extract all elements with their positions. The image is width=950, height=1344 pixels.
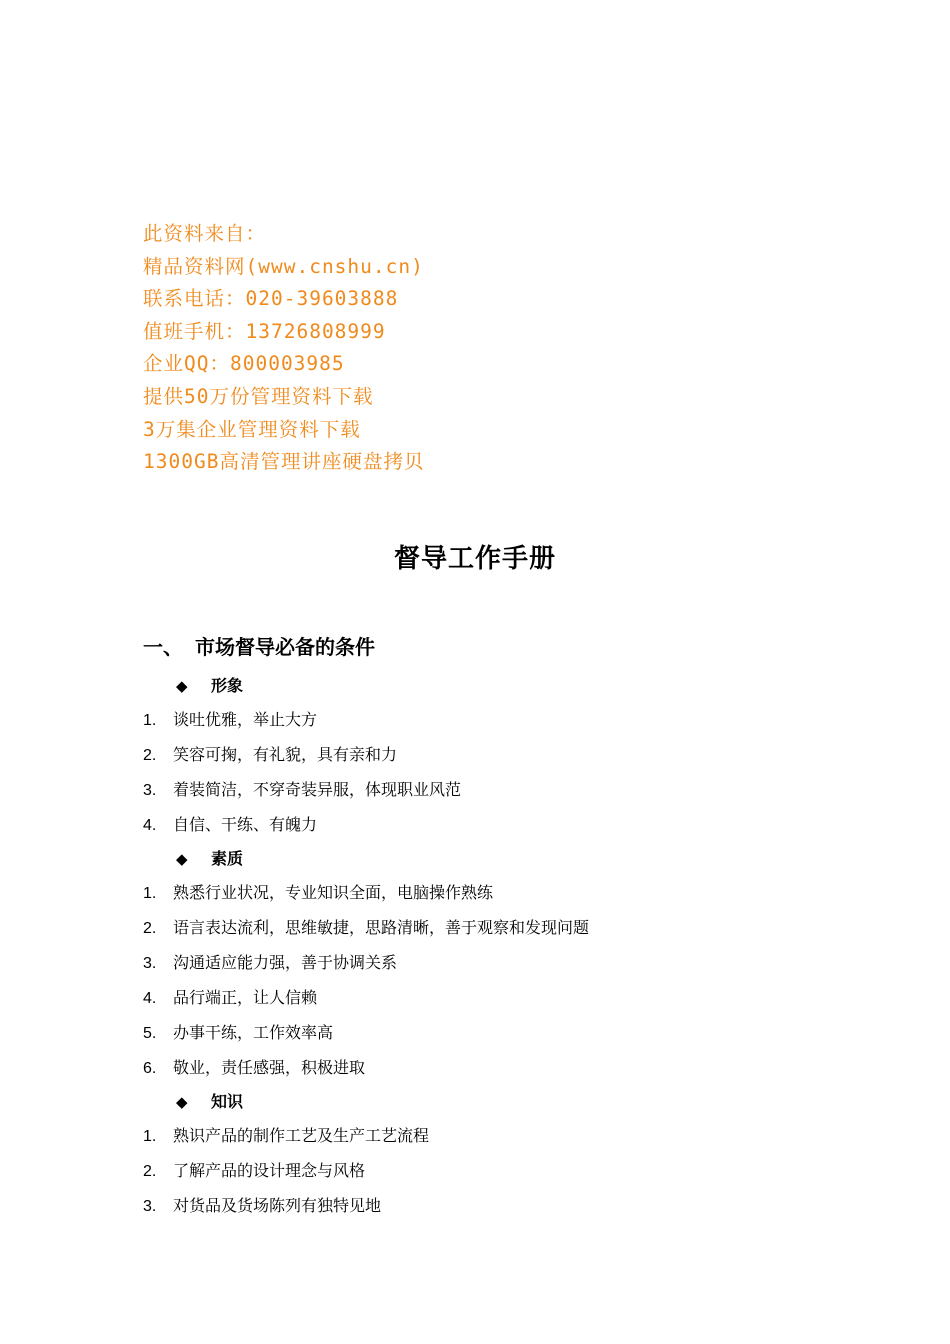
list-item xyxy=(143,910,863,945)
diamond-bullet-icon: ◆ xyxy=(176,677,188,695)
source-info-block xyxy=(143,218,643,479)
source-line-qq: 企业QQ：800003985 xyxy=(143,352,345,376)
list-item-number: 4. xyxy=(143,817,157,834)
list-item-text: 自信、干练、有魄力 xyxy=(173,815,318,834)
source-line-offer-1: 提供50万份管理资料下载 xyxy=(143,384,374,408)
list-item xyxy=(143,945,863,980)
list-item-text: 着装简洁，不穿奇装异服，体现职业风范 xyxy=(173,780,462,799)
group-heading-label: 知识 xyxy=(211,1092,244,1111)
list-item-number: 6. xyxy=(143,1060,157,1077)
list-item xyxy=(143,875,863,910)
list-item-number: 5. xyxy=(143,1025,157,1042)
list-item-text: 语言表达流利，思维敏捷，思路清晰，善于观察和发现问题 xyxy=(173,918,590,937)
document-body xyxy=(143,669,863,1223)
list-item xyxy=(143,1015,863,1050)
list-item-number: 2. xyxy=(143,1163,157,1180)
list-item xyxy=(143,1153,863,1188)
list-item-number: 3. xyxy=(143,1198,157,1215)
list-item-number: 1. xyxy=(143,885,157,902)
list-item xyxy=(143,807,863,842)
list-item-text: 笑容可掬，有礼貌，具有亲和力 xyxy=(173,745,398,764)
source-line-offer-2: 3万集企业管理资料下载 xyxy=(143,417,361,441)
source-line-offer-3: 1300GB高清管理讲座硬盘拷贝 xyxy=(143,450,425,474)
list-item-text: 了解产品的设计理念与风格 xyxy=(173,1161,366,1180)
list-item-number: 2. xyxy=(143,747,157,764)
list-item-number: 3. xyxy=(143,782,157,799)
group-heading-knowledge xyxy=(143,1085,863,1118)
list-item-text: 熟识产品的制作工艺及生产工艺流程 xyxy=(173,1126,430,1145)
list-item-text: 对货品及货场陈列有独特见地 xyxy=(173,1196,382,1215)
diamond-bullet-icon: ◆ xyxy=(176,1093,188,1111)
source-line-website: 精品资料网(www.cnshu.cn) xyxy=(143,254,424,278)
list-item xyxy=(143,1118,863,1153)
list-item xyxy=(143,737,863,772)
section-heading xyxy=(143,632,375,662)
list-item xyxy=(143,1188,863,1223)
list-item xyxy=(143,702,863,737)
list-item-number: 1. xyxy=(143,712,157,729)
list-item-number: 4. xyxy=(143,990,157,1007)
list-item xyxy=(143,1050,863,1085)
list-item-number: 2. xyxy=(143,920,157,937)
list-item xyxy=(143,980,863,1015)
list-item-text: 品行端正，让人信赖 xyxy=(173,988,318,1007)
section-number: 一、 xyxy=(143,635,183,659)
list-item-text: 沟通适应能力强，善于协调关系 xyxy=(173,953,398,972)
list-item-text: 敬业，责任感强，积极进取 xyxy=(173,1058,366,1077)
diamond-bullet-icon: ◆ xyxy=(176,850,188,868)
group-heading-quality xyxy=(143,842,863,875)
list-item-text: 办事干练，工作效率高 xyxy=(173,1023,334,1042)
list-item xyxy=(143,772,863,807)
source-line-phone: 联系电话：020-39603888 xyxy=(143,287,399,311)
section-title: 市场督导必备的条件 xyxy=(195,635,375,659)
list-item-text: 谈吐优雅，举止大方 xyxy=(173,710,318,729)
list-item-number: 3. xyxy=(143,955,157,972)
list-item-number: 1. xyxy=(143,1128,157,1145)
source-line-intro: 此资料来自： xyxy=(143,222,267,245)
document-title: 督导工作手册 xyxy=(393,544,556,574)
group-heading-image xyxy=(143,669,863,702)
list-item-text: 熟悉行业状况，专业知识全面，电脑操作熟练 xyxy=(173,883,494,902)
group-heading-label: 素质 xyxy=(211,849,244,868)
group-heading-label: 形象 xyxy=(211,676,244,695)
source-line-mobile: 值班手机：13726808999 xyxy=(143,319,386,343)
